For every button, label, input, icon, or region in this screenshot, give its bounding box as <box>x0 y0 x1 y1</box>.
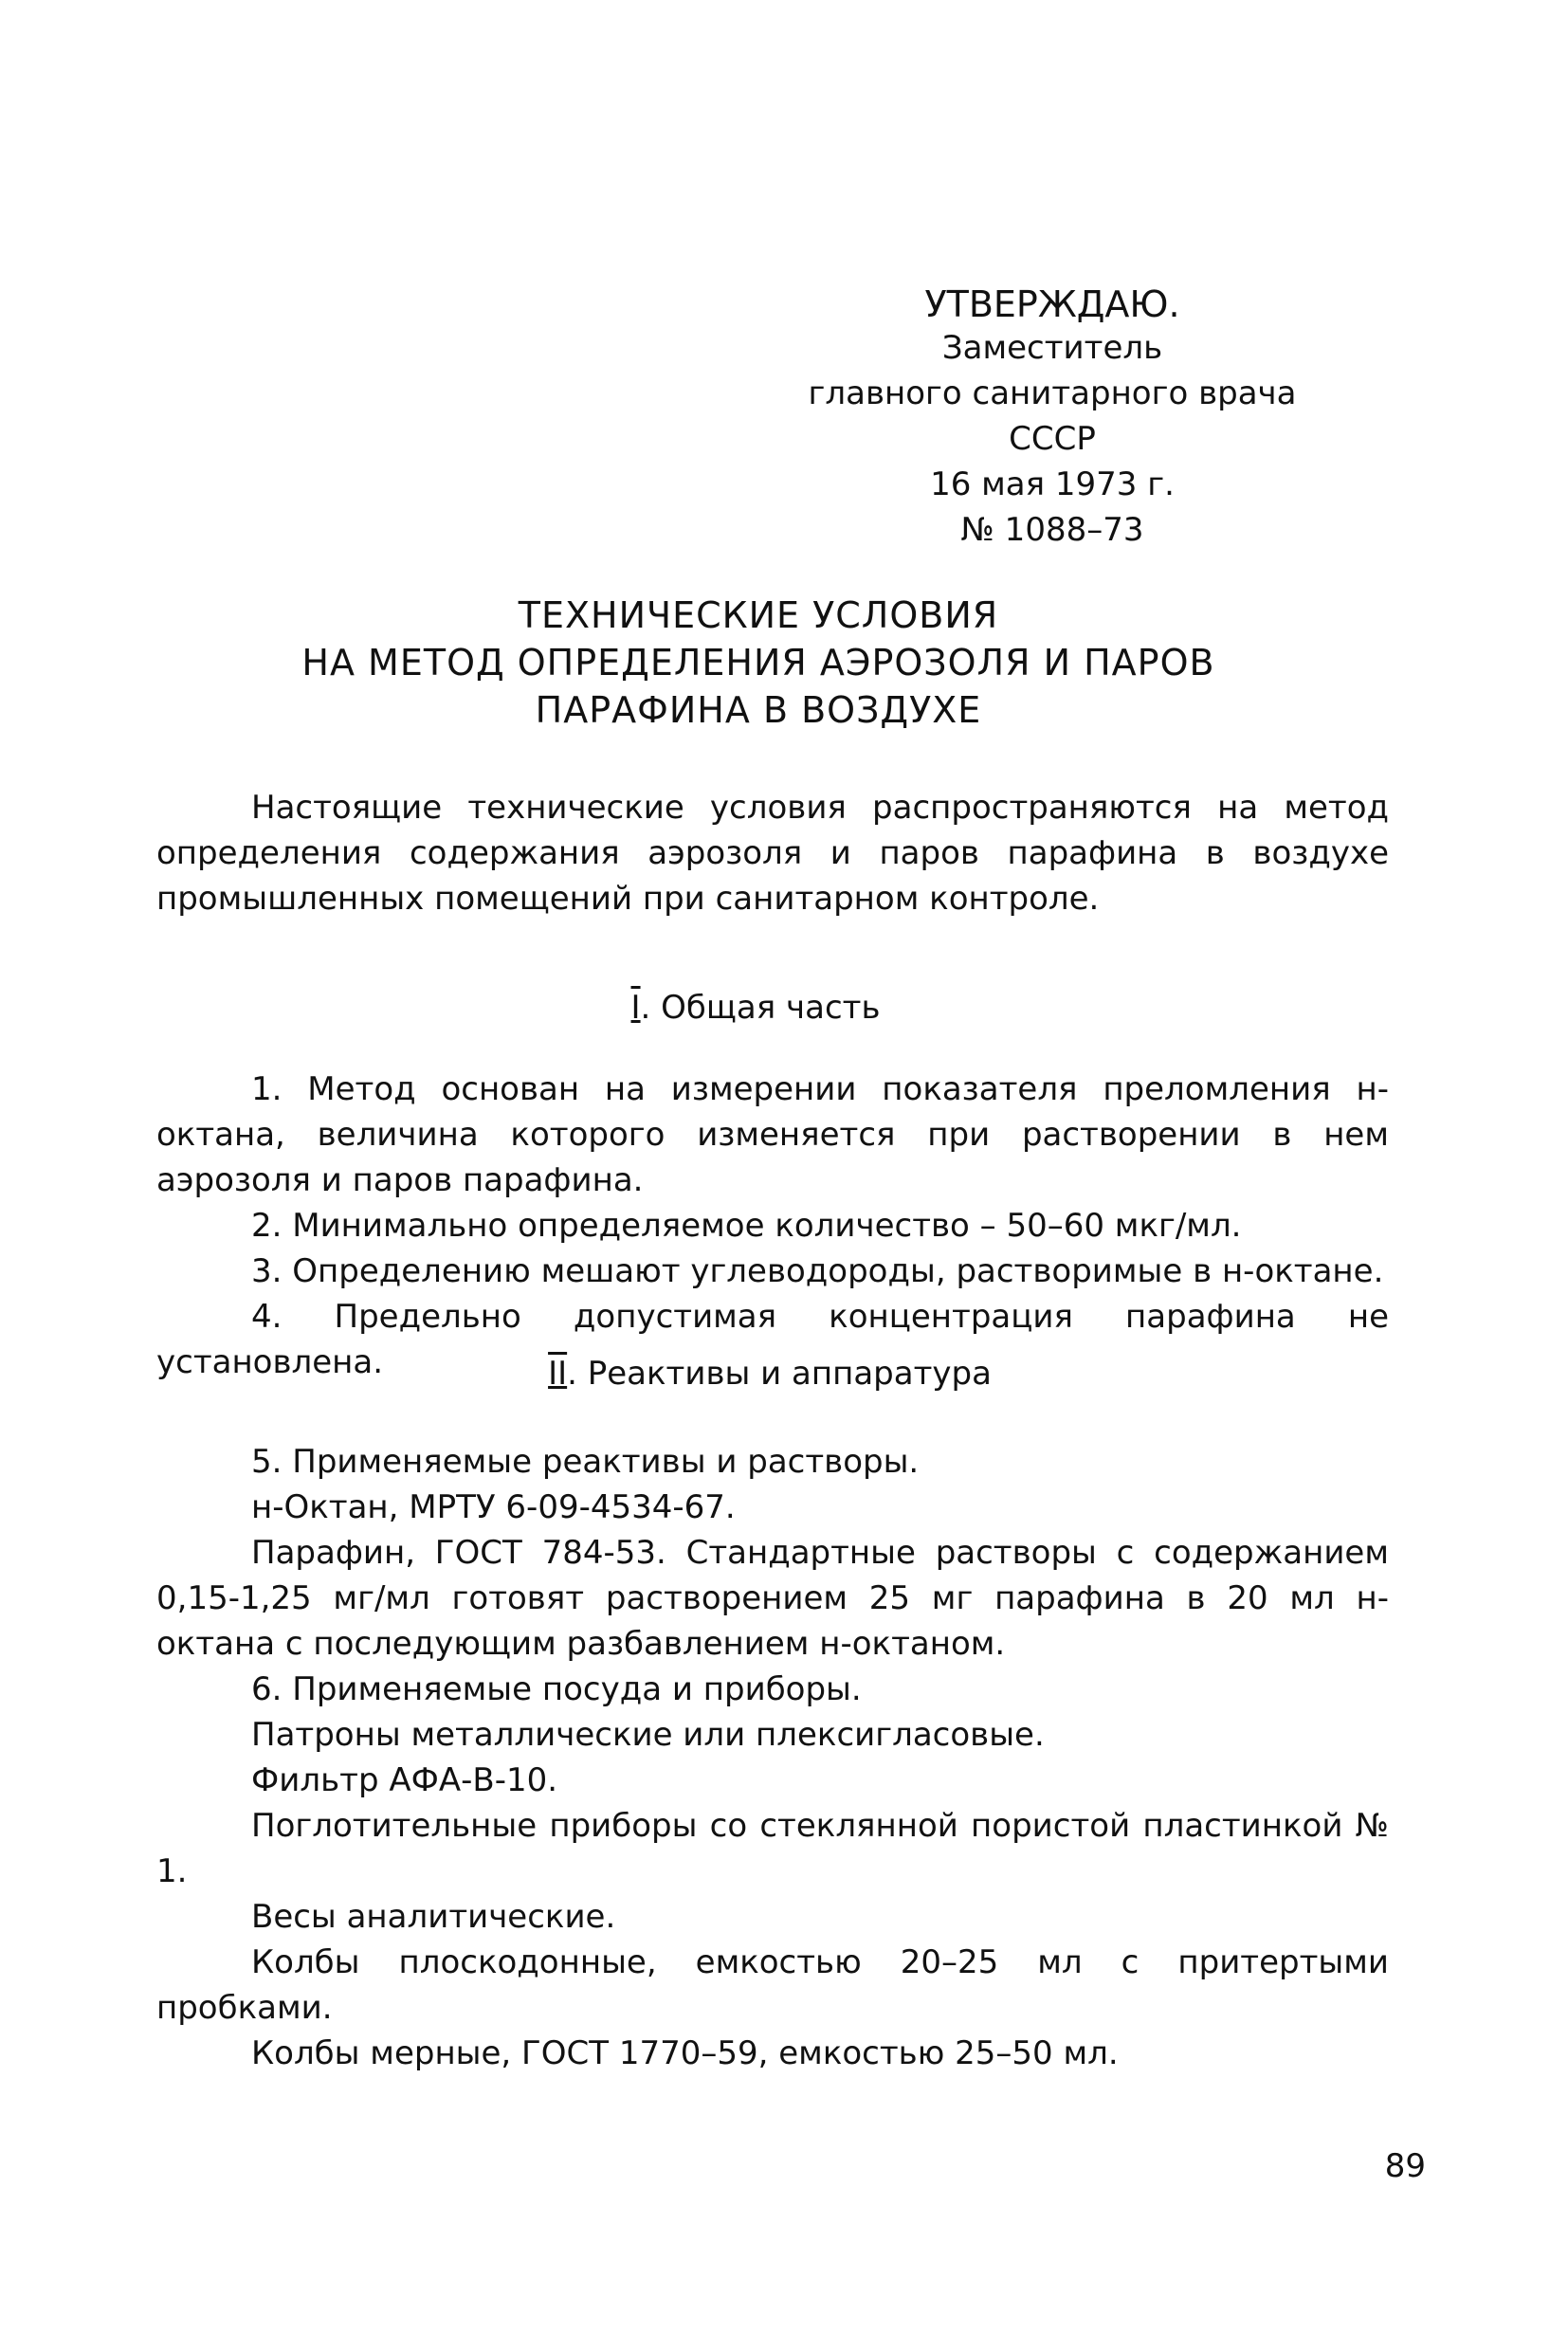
approval-line: № 1088–73 <box>960 511 1144 549</box>
section-reagents-items <box>156 1439 1389 2076</box>
approval-line: главного санитарного врача <box>808 374 1297 412</box>
section-general-items <box>156 1067 1389 1385</box>
document-title <box>190 593 1327 736</box>
list-item: 1. Метод основан на измерении показателя преломления н-октана, величина которого изменяется при растворении в нем аэрозоля и паров парафина. <box>156 1070 1389 1199</box>
approval-heading: УТВЕРЖДАЮ. <box>924 283 1180 325</box>
list-item: Весы аналитические. <box>251 1898 616 1936</box>
approval-line: СССР <box>1009 420 1096 458</box>
section-dot: . <box>640 989 651 1027</box>
page-number: 89 <box>1384 2147 1426 2185</box>
list-item: 5. Применяемые реактивы и растворы. <box>251 1443 920 1481</box>
list-item: 6. Применяемые посуда и приборы. <box>251 1670 862 1708</box>
section-title: Общая часть <box>661 989 881 1027</box>
section-heading-reagents <box>0 1354 1554 1395</box>
list-item: Парафин, ГОСТ 784-53. Стандартные растворы с содержанием 0,15-1,25 мг/мл готовят растворением 25 мг парафина в 20 мл н-октана с последующим разбавлением н-октаном. <box>156 1534 1389 1663</box>
list-item: Фильтр АФА-В-10. <box>251 1761 558 1799</box>
list-item: Поглотительные приборы со стеклянной пористой пластинкой № 1. <box>156 1807 1389 1890</box>
section-heading-general <box>0 988 1540 1029</box>
approval-line: Заместитель <box>941 329 1163 367</box>
list-item: 4. Предельно допустимая концентрация парафина не установлена. <box>156 1298 1389 1381</box>
list-item: Патроны металлические или плексигласовые. <box>251 1716 1045 1754</box>
list-item: 3. Определению мешают углеводороды, растворимые в н-октане. <box>251 1252 1384 1290</box>
list-item: Колбы мерные, ГОСТ 1770–59, емкостью 25–50 мл. <box>251 2034 1119 2072</box>
list-item: Колбы плоскодонные, емкостью 20–25 мл с притертыми пробками. <box>156 1943 1389 2027</box>
list-item: 2. Минимально определяемое количество – 50–60 мкг/мл. <box>251 1207 1242 1245</box>
section-number: II <box>548 1355 568 1393</box>
title-line: НА МЕТОД ОПРЕДЕЛЕНИЯ АЭРОЗОЛЯ И ПАРОВ <box>301 642 1215 684</box>
list-item: н-Октан, МРТУ 6-09-4534-67. <box>251 1488 736 1526</box>
approval-line: 16 мая 1973 г. <box>930 465 1175 503</box>
approval-block <box>787 283 1318 556</box>
section-title: Реактивы и аппаратура <box>587 1355 992 1393</box>
section-number: I <box>630 989 641 1027</box>
intro-paragraph: Настоящие технические условия распространяются на метод определения содержания аэрозоля и паров парафина в воздухе промышленных помещений при санитарном контроле. <box>156 789 1389 918</box>
title-line: ПАРАФИНА В ВОЗДУХЕ <box>535 689 982 731</box>
title-line: ТЕХНИЧЕСКИЕ УСЛОВИЯ <box>518 594 999 636</box>
section-dot: . <box>567 1355 577 1393</box>
